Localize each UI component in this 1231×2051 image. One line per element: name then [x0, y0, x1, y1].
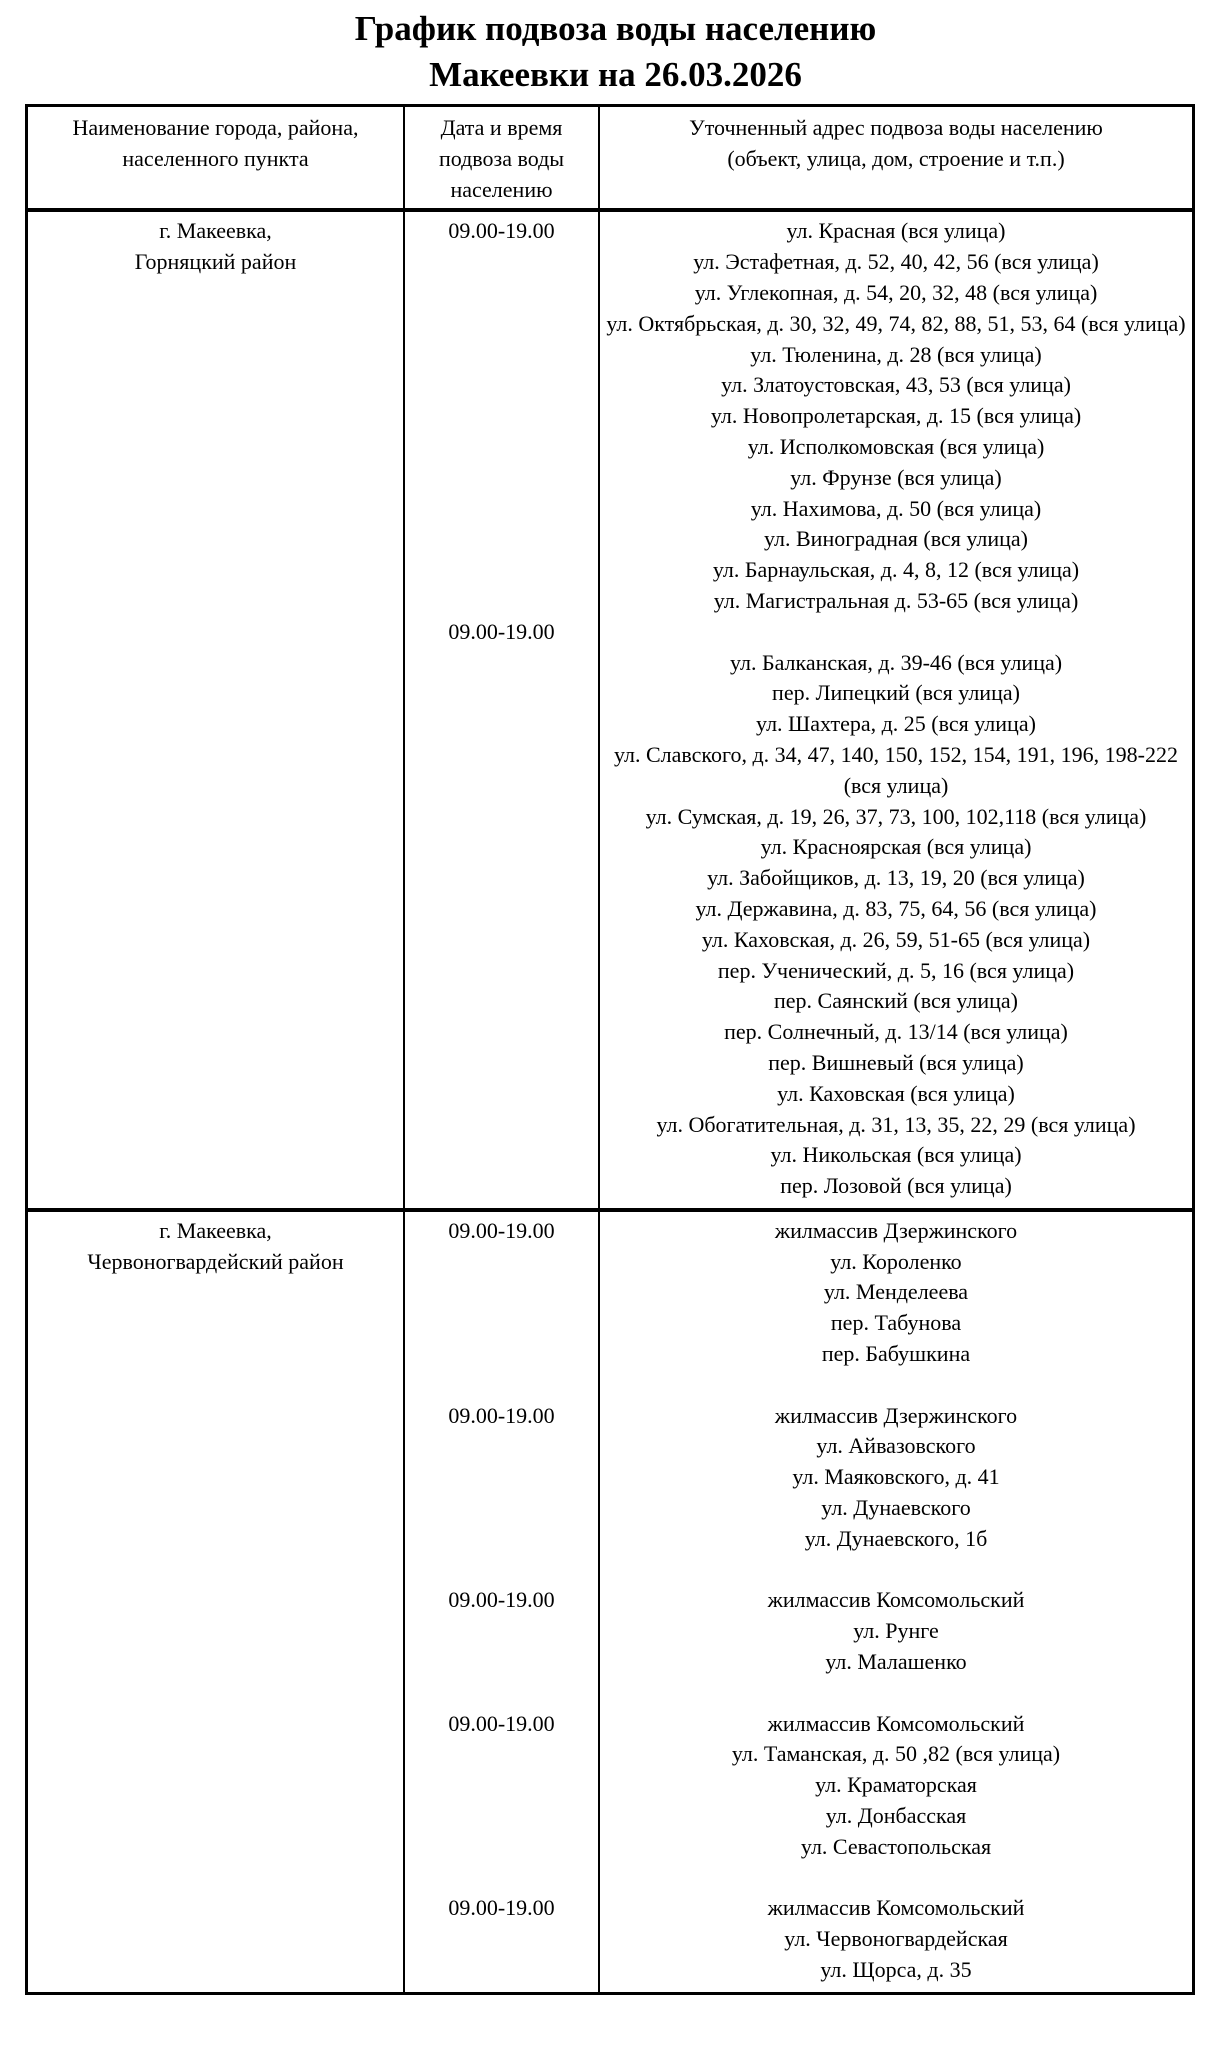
- address-line: ул. Барнаульская, д. 4, 8, 12 (вся улица): [712, 557, 1080, 583]
- time-cell: 09.00-19.00: [448, 1895, 555, 1921]
- time-cell: 09.00-19.00: [448, 1217, 555, 1243]
- delivery-block: [405, 1585, 1192, 1677]
- document-title-line1: График подвоза воды населению: [354, 9, 877, 48]
- column-divider: [403, 212, 405, 1208]
- address-line: ул. Новопролетарская, д. 15 (вся улица): [710, 403, 1082, 429]
- column-divider: [598, 212, 600, 1208]
- address-line: ул. Углекопная, д. 54, 20, 32, 48 (вся улица): [694, 279, 1098, 305]
- table-row: [28, 208, 1192, 1208]
- address-line: жилмассив Дзержинского: [774, 1217, 1018, 1243]
- address-line: жилмассив Комсомольский: [767, 1587, 1025, 1613]
- time-cell: 09.00-19.00: [448, 218, 555, 244]
- address-line: ул. Сумская, д. 19, 26, 37, 73, 100, 102,118 (вся улица): [645, 803, 1147, 829]
- address-line: ул. Червоногвардейская: [784, 1926, 1008, 1952]
- time-cell: 09.00-19.00: [448, 1402, 555, 1428]
- address-line: ул. Каховская, д. 26, 59, 51-65 (вся улица): [701, 926, 1091, 952]
- address-line: ул. Короленко: [830, 1248, 962, 1274]
- address-line: ул. Дунаевского: [821, 1495, 971, 1521]
- address-cell: [600, 1893, 1192, 1985]
- address-cell: [600, 1585, 1192, 1677]
- location-line: Червоногвардейский район: [87, 1248, 344, 1274]
- header-time-line: Дата и время: [440, 115, 563, 140]
- delivery-block: [405, 617, 1192, 1202]
- address-line: ул. Златоустовская, 43, 53 (вся улица): [721, 372, 1071, 398]
- address-line: ул. Нахимова, д. 50 (вся улица): [750, 495, 1042, 521]
- address-line: ул. Державина, д. 83, 75, 64, 56 (вся улица): [695, 895, 1097, 921]
- address-line: ул. Тюленина, д. 28 (вся улица): [750, 341, 1042, 367]
- address-line: ул. Малашенко: [825, 1649, 967, 1675]
- header-cell-address: [600, 107, 1192, 208]
- address-line: пер. Лозовой (вся улица): [780, 1173, 1012, 1199]
- address-line: ул. Шахтера, д. 25 (вся улица): [756, 711, 1036, 737]
- location-line: г. Макеевка,: [159, 1217, 272, 1243]
- address-line: жилмассив Комсомольский: [767, 1710, 1025, 1736]
- address-line: пер. Ученический, д. 5, 16 (вся улица): [717, 957, 1075, 983]
- address-line: жилмассив Дзержинского: [774, 1402, 1018, 1428]
- header-location-line: Наименование города, района,: [72, 115, 359, 140]
- address-line: ул. Севастопольская: [800, 1833, 992, 1859]
- address-cell: [600, 1709, 1192, 1863]
- header-location-line: населенного пункта: [122, 145, 309, 171]
- address-line: ул. Айвазовского: [816, 1433, 976, 1459]
- address-line: ул. Рунге: [853, 1618, 939, 1644]
- address-line: ул. Балканская, д. 39-46 (вся улица): [729, 649, 1063, 675]
- address-line: пер. Бабушкина: [821, 1341, 971, 1367]
- address-line: жилмассив Комсомольский: [767, 1895, 1025, 1921]
- delivery-blocks: [405, 216, 1192, 1202]
- address-line: ул. Красная (вся улица): [786, 218, 1006, 244]
- address-line: ул. Обогатительная, д. 31, 13, 35, 22, 29 (вся улица): [656, 1111, 1136, 1137]
- address-line: ул. Таманская, д. 50 ,82 (вся улица): [731, 1741, 1061, 1767]
- address-cell: [600, 1216, 1192, 1370]
- document-title-line2: Макеевки на 26.03.2026: [429, 55, 802, 94]
- address-line: ул. Никольская (вся улица): [770, 1142, 1022, 1168]
- header-time-line: подвоза воды: [438, 145, 565, 171]
- header-time-line: населению: [450, 176, 553, 202]
- address-line: ул. Менделеева: [823, 1279, 969, 1305]
- address-line: ул. Виноградная (вся улица): [764, 526, 1028, 552]
- delivery-blocks: [405, 1216, 1192, 1986]
- address-line: пер. Саянский (вся улица): [774, 988, 1018, 1014]
- address-line: ул. Красноярская (вся улица): [760, 834, 1032, 860]
- header-address-line: (объект, улица, дом, строение и т.п.): [727, 145, 1065, 171]
- document-title: [0, 0, 1231, 98]
- address-line: ул. Фрунзе (вся улица): [790, 464, 1002, 490]
- address-line: пер. Вишневый (вся улица): [768, 1049, 1024, 1075]
- delivery-block: [405, 1709, 1192, 1863]
- location-line: Горняцкий район: [134, 249, 297, 275]
- address-line: ул. Краматорская: [815, 1772, 977, 1798]
- address-cell: [600, 617, 1192, 1202]
- address-line: ул. Славского, д. 34, 47, 140, 150, 152, 154, 191, 196, 198-222 (вся улица): [613, 741, 1179, 798]
- time-cell: 09.00-19.00: [448, 1710, 555, 1736]
- delivery-block: [405, 1401, 1192, 1555]
- address-cell: [600, 216, 1192, 616]
- address-line: ул. Каховская (вся улица): [777, 1080, 1015, 1106]
- address-cell: [600, 1401, 1192, 1555]
- address-line: ул. Октябрьская, д. 30, 32, 49, 74, 82, 88, 51, 53, 64 (вся улица): [606, 310, 1186, 336]
- header-cell-time: [405, 107, 600, 208]
- location-cell: [28, 216, 403, 278]
- address-line: ул. Маяковского, д. 41: [792, 1464, 1000, 1490]
- address-line: пер. Липецкий (вся улица): [772, 680, 1020, 706]
- address-line: ул. Забойщиков, д. 13, 19, 20 (вся улица): [707, 865, 1085, 891]
- delivery-block: [405, 216, 1192, 616]
- address-line: ул. Донбасская: [825, 1803, 967, 1829]
- address-line: ул. Эстафетная, д. 52, 40, 42, 56 (вся улица): [693, 249, 1099, 275]
- address-line: пер. Табунова: [830, 1310, 962, 1336]
- header-address-line: Уточненный адрес подвоза воды населению: [689, 115, 1103, 140]
- table-header-row: [28, 107, 1192, 208]
- column-divider: [403, 1212, 405, 1992]
- column-divider: [598, 1212, 600, 1992]
- time-cell: 09.00-19.00: [448, 618, 555, 644]
- table-body: [28, 208, 1192, 1991]
- location-line: г. Макеевка,: [159, 218, 272, 244]
- delivery-block: [405, 1216, 1192, 1370]
- table-row: [28, 1208, 1192, 1992]
- delivery-block: [405, 1893, 1192, 1985]
- address-line: пер. Солнечный, д. 13/14 (вся улица): [724, 1019, 1068, 1045]
- address-line: ул. Исполкомовская (вся улица): [747, 433, 1045, 459]
- location-cell: [28, 1216, 403, 1278]
- address-line: ул. Дунаевского, 1б: [804, 1525, 988, 1551]
- water-delivery-schedule-table: [25, 104, 1195, 1995]
- time-cell: 09.00-19.00: [448, 1587, 555, 1613]
- address-line: ул. Магистральная д. 53-65 (вся улица): [713, 587, 1079, 613]
- header-cell-location: [28, 107, 405, 208]
- address-line: ул. Щорса, д. 35: [820, 1957, 972, 1983]
